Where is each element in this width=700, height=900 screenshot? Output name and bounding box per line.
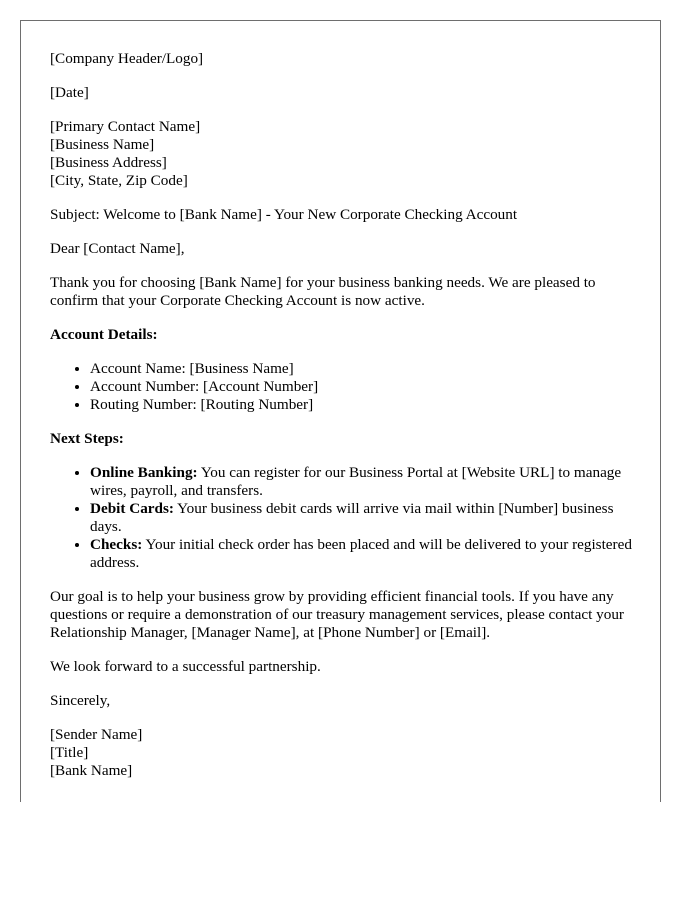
routing-number-item: • Routing Number: [Routing Number] — [90, 396, 640, 414]
sender-name: [Sender Name] — [50, 726, 143, 743]
sender-title: [Title] — [50, 744, 89, 761]
account-number-item: • Account Number: [Account Number] — [90, 378, 640, 396]
closing-line: We look forward to a successful partnership. — [50, 658, 321, 675]
next-steps-heading: Next Steps: — [50, 430, 124, 447]
signoff: Sincerely, — [50, 692, 111, 709]
intro-paragraph: Thank you for choosing [Bank Name] for your business banking needs. We are pleased to confirm that your Corporate Checking Account is now active. — [50, 274, 596, 309]
next-step-text: Your initial check order has been placed and will be delivered to your registered address. — [90, 536, 632, 571]
recipient-address-block — [50, 118, 640, 190]
account-details-heading: Account Details: — [50, 326, 158, 343]
letter-date: [Date] — [50, 84, 89, 101]
account-name-item: • Account Name: [Business Name] — [90, 360, 640, 378]
recipient-city-state-zip: [City, State, Zip Code] — [50, 172, 188, 189]
salutation: Dear [Contact Name], — [50, 240, 185, 257]
next-step-label: Online Banking: — [90, 464, 198, 481]
next-step-text: Your business debit cards will arrive via mail within [Number] business days. — [90, 500, 614, 535]
recipient-business-name: [Business Name] — [50, 136, 155, 153]
letter-body — [50, 50, 640, 796]
next-step-text: You can register for our Business Portal at [Website URL] to manage wires, payroll, and transfers. — [90, 464, 622, 499]
next-step-online-banking — [90, 464, 640, 500]
account-details-list — [50, 360, 640, 414]
next-step-label: Debit Cards: — [90, 500, 174, 517]
recipient-contact-name: [Primary Contact Name] — [50, 118, 201, 135]
company-header-logo: [Company Header/Logo] — [50, 50, 204, 67]
goal-paragraph: Our goal is to help your business grow by providing efficient financial tools. If you have any questions or require a demonstration of our treasury management services, please contact your Relationship Manager, [Manager Name], at [Phone Number] or [Email]. — [50, 588, 624, 641]
next-steps-list — [50, 464, 640, 572]
sender-bank-name: [Bank Name] — [50, 762, 133, 779]
next-step-label: Checks: — [90, 536, 143, 553]
recipient-business-address: [Business Address] — [50, 154, 167, 171]
next-step-checks — [90, 536, 640, 572]
letter-page — [20, 20, 661, 802]
subject-line: Subject: Welcome to [Bank Name] - Your New Corporate Checking Account — [50, 206, 518, 223]
sender-block — [50, 726, 640, 780]
next-step-debit-cards — [90, 500, 640, 536]
